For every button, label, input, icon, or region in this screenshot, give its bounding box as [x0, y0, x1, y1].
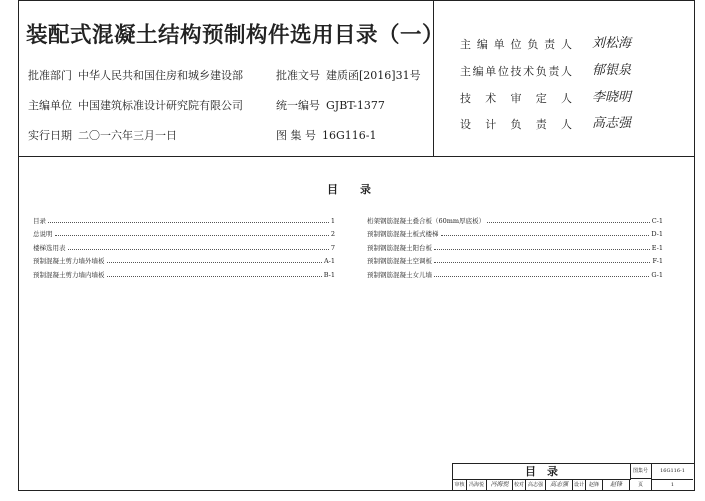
atlas-no — [276, 127, 377, 143]
toc-entry-page: 7 — [330, 243, 335, 252]
toc-leader-dots — [48, 222, 329, 223]
toc-entry[interactable] — [33, 238, 335, 252]
document-title: 装配式混凝土结构预制构件选用目录（一） — [26, 23, 445, 48]
responsible-row — [460, 63, 572, 79]
toc-entry[interactable] — [367, 252, 663, 266]
toc-leader-dots — [434, 276, 649, 277]
toc-entry-page: D-1 — [651, 230, 663, 239]
toc-entry-page: C-1 — [651, 216, 663, 225]
review-label: 审核 — [453, 479, 467, 491]
toc-entry-page: B-1 — [323, 270, 335, 279]
toc-leader-dots — [487, 222, 650, 223]
unified-no-value: GJBT-1377 — [326, 99, 385, 112]
approval-doc-label: 批准文号 — [276, 69, 320, 82]
design-label: 设计 — [573, 479, 586, 491]
toc-entry-title: 预制钢筋混凝土阳台板 — [367, 243, 432, 252]
signature-image: 刘松海 — [592, 36, 632, 51]
responsible-row — [460, 116, 572, 132]
effective-date-value: 二〇一六年三月一日 — [78, 129, 177, 142]
toc-leader-dots — [68, 249, 329, 250]
toc-entry-title: 预制混凝土剪力墙内墙板 — [33, 270, 105, 279]
unified-no-label: 统一编号 — [276, 99, 320, 112]
toc-entry-page: 2 — [330, 230, 335, 239]
atlas-value: 16G116-1 — [652, 464, 693, 480]
toc-entry-title: 桁架钢筋混凝土叠合板（60mm厚底板） — [367, 216, 486, 225]
atlas-label: 图集号 — [630, 464, 652, 479]
toc-entry-title: 楼梯选用表 — [33, 243, 66, 252]
toc-entry-title: 预制钢筋混凝土板式楼梯 — [367, 230, 439, 239]
responsible-label: 技术审定人 — [460, 92, 572, 105]
toc-entry-title: 预制钢筋混凝土空调板 — [367, 257, 432, 266]
page-label: 页 — [630, 479, 652, 491]
toc-heading: 目 录 — [327, 183, 371, 196]
toc-leader-dots — [107, 276, 322, 277]
editor-unit — [28, 97, 243, 113]
toc-leader-dots — [441, 235, 650, 236]
approval-doc-value: 建质函[2016]31号 — [326, 69, 421, 82]
toc-entry-page: A-1 — [323, 257, 335, 266]
toc-entry-page: 1 — [330, 216, 335, 225]
toc-entry-title: 总说明 — [33, 230, 53, 239]
toc-entry[interactable] — [367, 238, 663, 252]
check-label: 校对 — [513, 479, 526, 491]
toc-entry-page: G-1 — [651, 270, 663, 279]
title-block — [452, 463, 694, 491]
toc-entry-title: 目录 — [33, 216, 46, 225]
signature-image: 李晓明 — [592, 90, 632, 105]
responsible-label: 设计负责人 — [460, 118, 572, 131]
toc-entry[interactable] — [33, 252, 335, 266]
header-left-panel — [19, 1, 445, 156]
toc-entry[interactable] — [367, 211, 663, 225]
responsible-label: 主编单位负责人 — [460, 38, 572, 51]
atlas-no-value: 16G116-1 — [322, 129, 377, 142]
toc-leader-dots — [434, 249, 650, 250]
approval-dept-value: 中华人民共和国住房和城乡建设部 — [78, 69, 243, 82]
toc-entry-page: F-1 — [652, 257, 663, 266]
signature-image: 郁银泉 — [592, 63, 632, 78]
page-value: 1 — [670, 482, 675, 488]
signature-image: 高志强 — [592, 116, 632, 131]
design-name: 赵锋 — [586, 479, 603, 491]
toc-entry[interactable] — [367, 225, 663, 239]
review-signature: 冯海悦 — [487, 479, 513, 491]
toc-entry[interactable] — [33, 225, 335, 239]
review-name: 冯海悦 — [467, 479, 487, 491]
effective-date — [28, 127, 177, 143]
design-signature: 赵锋 — [603, 479, 630, 491]
toc-entry[interactable] — [367, 265, 663, 279]
responsible-row — [460, 90, 572, 106]
toc-leader-dots — [55, 235, 329, 236]
toc-left-column — [33, 211, 335, 279]
editor-unit-value: 中国建筑标准设计研究院有限公司 — [78, 99, 243, 112]
approval-doc — [276, 67, 421, 83]
toc-entry[interactable] — [33, 265, 335, 279]
toc-entry[interactable] — [33, 211, 335, 225]
toc-entry-title: 预制钢筋混凝土女儿墙 — [367, 270, 432, 279]
check-signature: 高志强 — [546, 479, 573, 491]
check-name: 高志强 — [526, 479, 546, 491]
toc-leader-dots — [107, 262, 322, 263]
toc-leader-dots — [434, 262, 650, 263]
toc-entry-title: 预制混凝土剪力墙外墙板 — [33, 257, 105, 266]
drawing-sheet — [18, 0, 695, 491]
toc-right-column — [367, 211, 663, 279]
unified-no — [276, 97, 385, 113]
title-block-title: 目 录 — [453, 464, 631, 480]
editor-unit-label: 主编单位 — [28, 99, 72, 112]
atlas-no-label: 图 集 号 — [276, 129, 316, 142]
responsible-label: 主编单位技术负责人 — [460, 65, 572, 78]
effective-date-label: 实行日期 — [28, 129, 72, 142]
responsible-row — [460, 36, 572, 52]
cover-header — [19, 1, 694, 157]
approval-dept — [28, 67, 243, 83]
approval-dept-label: 批准部门 — [28, 69, 72, 82]
toc-entry-page: E-1 — [651, 243, 663, 252]
